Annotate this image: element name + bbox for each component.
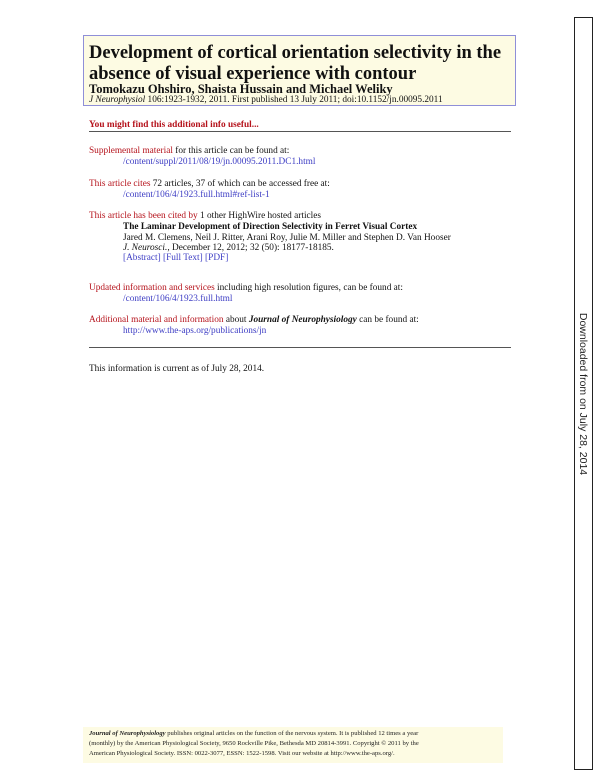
citing-article-title: The Laminar Development of Direction Selectivity in Ferret Visual Cortex (123, 222, 418, 232)
footer-journal-name: Journal of Neurophysiology (89, 730, 166, 737)
cites-url-link[interactable]: /content/106/4/1923.full.html#ref-list-1 (123, 190, 270, 200)
footer-line-1 (89, 730, 418, 738)
citation-journal: J Neurophysiol (89, 95, 146, 105)
article-cites-link[interactable]: This article cites (89, 179, 151, 189)
additional-info-notice: You might find this additional info useful... (89, 120, 259, 130)
additional-journal-name: Journal of Neurophysiology (248, 315, 357, 325)
article-title-line-2: absence of visual experience with contour (89, 64, 417, 84)
cites-text: 72 articles, 37 of which can be accessed free at: (150, 179, 330, 189)
article-title-line-1: Development of cortical orientation selectivity in the (89, 43, 502, 63)
journal-url-link[interactable]: http://www.the-aps.org/publications/jn (123, 326, 267, 336)
footer-line-2: (monthly) by the American Physiological Society, 9650 Rockville Pike, Bethesda MD 20814-3991. Copyright © 2011 by the (89, 740, 419, 747)
updated-info-line (89, 283, 403, 294)
citing-article-links[interactable]: [Abstract] [Full Text] [PDF] (123, 253, 229, 263)
article-authors: Tomokazu Ohshiro, Shaista Hussain and Michael Weliky (89, 82, 393, 96)
article-citation (89, 95, 443, 106)
citing-journal-name: J. Neurosci. (123, 243, 168, 253)
updated-url-link[interactable]: /content/106/4/1923.full.html (123, 294, 233, 304)
updated-info-link[interactable]: Updated information and services (89, 283, 215, 293)
citing-article-authors: Jared M. Clemens, Neil J. Ritter, Arani Roy, Julie M. Miller and Stephen D. Van Hooser (123, 233, 451, 243)
supplemental-material-link[interactable]: Supplemental material (89, 146, 173, 156)
additional-material-link[interactable]: Additional material and information (89, 315, 224, 325)
supplemental-text: for this article can be found at: (172, 146, 290, 156)
additional-text-after: can be found at: (356, 315, 419, 325)
cited-by-line (89, 211, 321, 222)
top-divider (89, 131, 511, 132)
supplemental-url-link[interactable]: /content/suppl/2011/08/19/jn.00095.2011.DC1.html (123, 157, 316, 167)
download-notice-text: Downloaded from on July 28, 2014 (577, 312, 589, 476)
footer-line-3: American Physiological Society. ISSN: 0022-3077, ESSN: 1522-1598. Visit our website at http://www.the-aps.org/. (89, 750, 395, 757)
citation-details: 106:1923-1932, 2011. First published 13 July 2011; doi:10.1152/jn.00095.2011 (145, 95, 443, 105)
additional-material-line (89, 315, 419, 326)
bottom-divider (89, 347, 511, 348)
additional-text-before: about (223, 315, 249, 325)
cited-by-text: 1 other HighWire hosted articles (197, 211, 321, 221)
updated-info-text: including high resolution figures, can be found at: (214, 283, 403, 293)
footer-line-1-text: publishes original articles on the function of the nervous system. It is published 12 times a year (165, 730, 419, 737)
cites-line (89, 179, 330, 190)
currency-note: This information is current as of July 28, 2014. (89, 364, 265, 374)
supplemental-line (89, 146, 289, 157)
cited-by-link[interactable]: This article has been cited by (89, 211, 198, 221)
citing-journal-details: , December 12, 2012; 32 (50): 18177-18185. (167, 243, 334, 253)
